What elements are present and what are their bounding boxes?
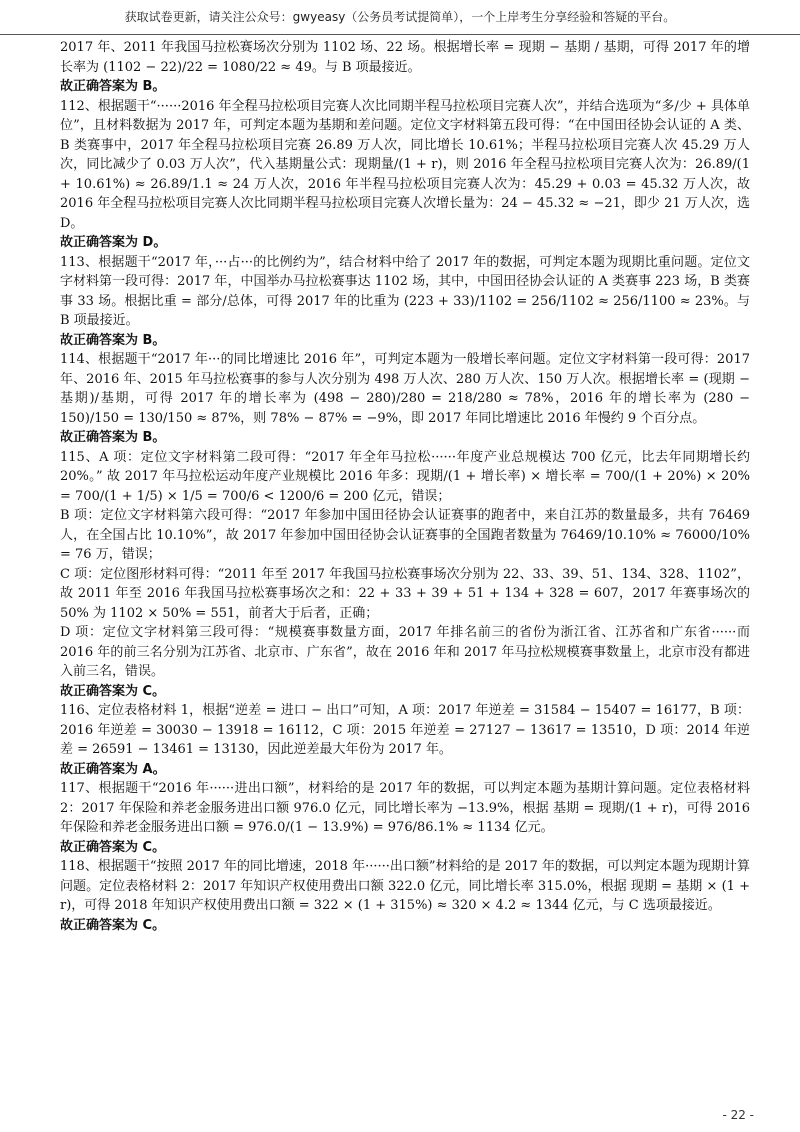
paragraph: D 项：定位文字材料第三段可得：“规模赛事数量方面，2017 年排名前三的省份为浙江省、江苏省和广东省······而 2016 年的前三名分别为江苏省、北京市、广东省”，故在 2016 年和 2017 年马拉松规模赛事数量上，北京市没有都进入前三名，错误。 [60,625,750,679]
answer-line: 故正确答案为 B。 [60,430,166,445]
answer-line: 故正确答案为 C。 [60,917,166,933]
header-text: 获取试卷更新，请关注公众号：gwyeasy（公务员考试提简单），一个上岸考生分享经验和答疑的平台。 [124,10,676,24]
answer-line: 故正确答案为 C。 [60,839,166,855]
answer-line: 故正确答案为 D。 [60,235,167,250]
paragraph: 118、根据题干“按照 2017 年的同比增速，2018 年······出口额”材料给的是 2017 年的数据，可以判定本题为现期计算问题。定位表格材料 2：2017 年知识产权使用费出口额 322.0 亿元，同比增长率 315.0%，根据 现期 = 基期 × (1 + r)，可得 2018 年知识产权使用费出口额 = 322 × (1 + 315%) ≈ 320 × 4.2 ≈ 1344 亿元，与 C 选项最接近。 [60,859,750,913]
page-content [60,38,750,935]
paragraph: 112、根据题干“······2016 年全程马拉松项目完赛人次比同期半程马拉松项目完赛人次”，并结合选项为“多/少 + 具体单位”，且材料数据为 2017 年，可判定本题为基期和差问题。定位文字材料第五段可得：“在中国田径协会认证的 A 类、B 类赛事中，2017 年全程马拉松项目完赛 26.89 万人次，同比增长 10.61%；半程马拉松项目完赛人次 45.29 万人次，同比减少了 0.03 万人次”，代入基期量公式：现期量/(1 + r)，则 2016 年全程马拉松项目完赛人次为：26.89/(1 + 10.61%) ≈ 26.89/1.1 ≈ 24 万人次，2016 年半程马拉松项目完赛人次为：45.29 + 0.03 = 45.32 万人次，故 2016 年全程马拉松项目完赛人次比同期半程马拉松项目完赛人次增长量为：24 − 45.32 ≈ −21，即少 21 万人次，选 D。 [60,98,750,231]
page-header [0,0,800,35]
paragraph: 2017 年、2011 年我国马拉松赛场次分别为 1102 场、22 场。根据增长率 = 现期 − 基期 / 基期，可得 2017 年的增长率为 (1102 − 22)/22 = 1080/22 ≈ 49。与 B 项最接近。 [60,40,750,75]
answer-line: 故正确答案为 A。 [60,761,166,777]
paragraph: 115、A 项：定位文字材料第二段可得：“2017 年全年马拉松······年度产业总规模达 700 亿元，比去年同期增长约 20%。” 故 2017 年马拉松运动年度产业规模比 2016 年多：现期/(1 + 增长率) × 增长率 = 700/(1 + 20%) × 20% = 700/(1 + 1/5) × 1/5 = 700/6 < 1200/6 = 200 亿元，错误； [60,449,750,504]
paragraph: C 项：定位图形材料可得：“2011 年至 2017 年我国马拉松赛事场次分别为 22、33、39、51、134、328、1102”，故 2011 年至 2016 年我国马拉松赛事场次之和：22 + 33 + 39 + 51 + 134 + 328 = 607，2017 年赛事场次的 50% 为 1102 × 50% = 551，前者大于后者，正确； [60,566,750,621]
answer-line: 故正确答案为 B。 [60,332,166,348]
paragraph: 113、根据题干“2017 年，···占···的比例约为”，结合材料中给了 2017 年的数据，可判定本题为现期比重问题。定位文字材料第一段可得：2017 年，中国举办马拉松赛事达 1102 场，其中，中国田径协会认证的 A 类赛事 223 场，B 类赛事 33 场。根据比重 = 部分/总体，可得 2017 年的比重为 (223 + 33)/1102 = 256/1102 ≈ 256/1100 ≈ 23%。与 B 项最接近。 [60,254,750,328]
answer-line: 故正确答案为 B。 [60,79,166,94]
paragraph: B 项：定位文字材料第六段可得：“2017 年参加中国田径协会认证赛事的跑者中，来自江苏的数量最多，共有 76469 人，在全国占比 10.10%”，故 2017 年参加中国田径协会认证赛事的全国跑者数量为 76469/10.10% ≈ 76000/10% = 76 万，错误； [60,508,750,562]
paragraph: 116、定位表格材料 1，根据“逆差 = 进口 − 出口”可知，A 项：2017 年逆差 = 31584 − 15407 = 16177，B 项：2016 年逆差 = 30030 − 13918 = 16112，C 项：2015 年逆差 = 27127 − 13617 = 13510，D 项：2014 年逆差 = 26591 − 13461 = 13130，因此逆差最大年份为 2017 年。 [60,703,750,757]
answer-line: 故正确答案为 C。 [60,683,166,699]
page-number: - 22 - [722,1108,754,1122]
paragraph: 114、根据题干“2017 年···的同比增速比 2016 年”，可判定本题为一般增长率问题。定位文字材料第一段可得：2017 年、2016 年、2015 年马拉松赛事的参与人次分别为 498 万人次、280 万人次、150 万人次。根据增长率 = (现期 − 基期)/基期，可得 2017 年的增长率为 (498 − 280)/280 = 218/280 ≈ 78%，2016 年的增长率为 (280 − 150)/150 = 130/150 ≈ 87%，则 78% − 87% = −9%，即 2017 年同比增速比 2016 年慢约 9 个百分点。 [60,352,750,426]
paragraph: 117、根据题干“2016 年······进出口额”，材料给的是 2017 年的数据，可以判定本题为基期计算问题。定位表格材料 2：2017 年保险和养老金服务进出口额 976.0 亿元，同比增长率为 −13.9%，根据 基期 = 现期/(1 + r)，可得 2016 年保险和养老金服务进出口额 = 976.0/(1 − 13.9%) = 976/86.1% ≈ 1134 亿元。 [60,781,750,835]
